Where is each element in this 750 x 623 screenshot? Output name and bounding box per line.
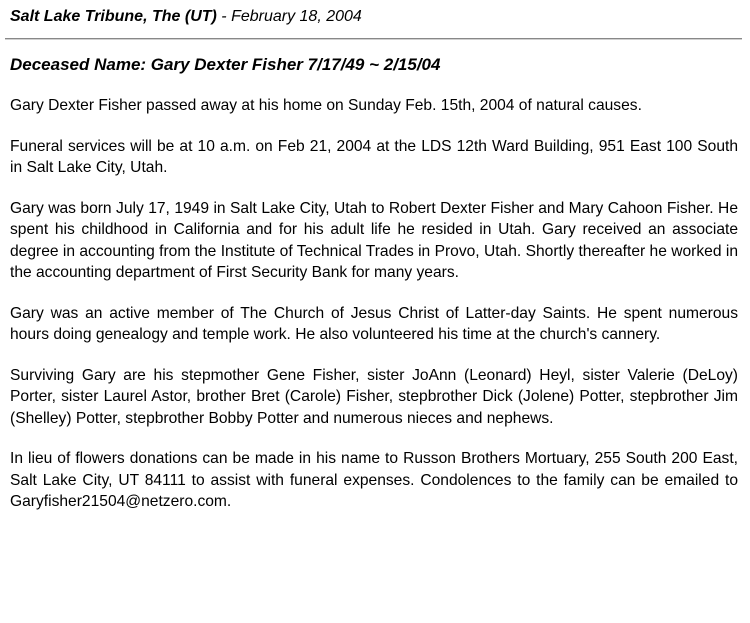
paragraph-funeral: Funeral services will be at 10 a.m. on Feb 21, 2004 at the LDS 12th Ward Building, 951 East 100 South in Salt Lake City, Utah. xyxy=(10,137,738,176)
obituary-body xyxy=(10,95,738,532)
paragraph-church: Gary was an active member of The Church of Jesus Christ of Latter-day Saints. He spent numerous hours doing genealogy and temple work. He also volunteered his time at the church's cannery. xyxy=(10,304,738,343)
source-separator: - xyxy=(216,8,232,25)
header-divider xyxy=(5,38,742,40)
source-line xyxy=(10,8,362,26)
paragraph-biography: Gary was born July 17, 1949 in Salt Lake City, Utah to Robert Dexter Fisher and Mary Cahoon Fisher. He spent his childhood in California and for his adult life he resided in Utah. Gary received an associate degree in accounting from the Institute of Technical Trades in Provo, Utah. Shortly thereafter he worked in the accounting department of First Security Bank for many years. xyxy=(10,199,738,281)
paragraph-passing: Gary Dexter Fisher passed away at his home on Sunday Feb. 15th, 2004 of natural causes. xyxy=(10,97,642,114)
paragraph-survivors: Surviving Gary are his stepmother Gene Fisher, sister JoAnn (Leonard) Heyl, sister Valerie (DeLoy) Porter, sister Laurel Astor, brother Bret (Carole) Fisher, stepbrother Dick (Jolene) Potter, stepbrother Jim (Shelley) Potter, stepbrother Bobby Potter and numerous nieces and nephews. xyxy=(10,366,738,427)
publication-name: Salt Lake Tribune, The (UT) xyxy=(10,8,217,25)
deceased-name-heading: Deceased Name: Gary Dexter Fisher 7/17/49 ~ 2/15/04 xyxy=(10,55,441,74)
publication-date: February 18, 2004 xyxy=(231,8,362,25)
paragraph-donations: In lieu of flowers donations can be made in his name to Russon Brothers Mortuary, 255 South 200 East, Salt Lake City, UT 84111 to assist with funeral expenses. Condolences to the family can be emailed to Garyfisher21504@netzero.com. xyxy=(10,450,738,510)
